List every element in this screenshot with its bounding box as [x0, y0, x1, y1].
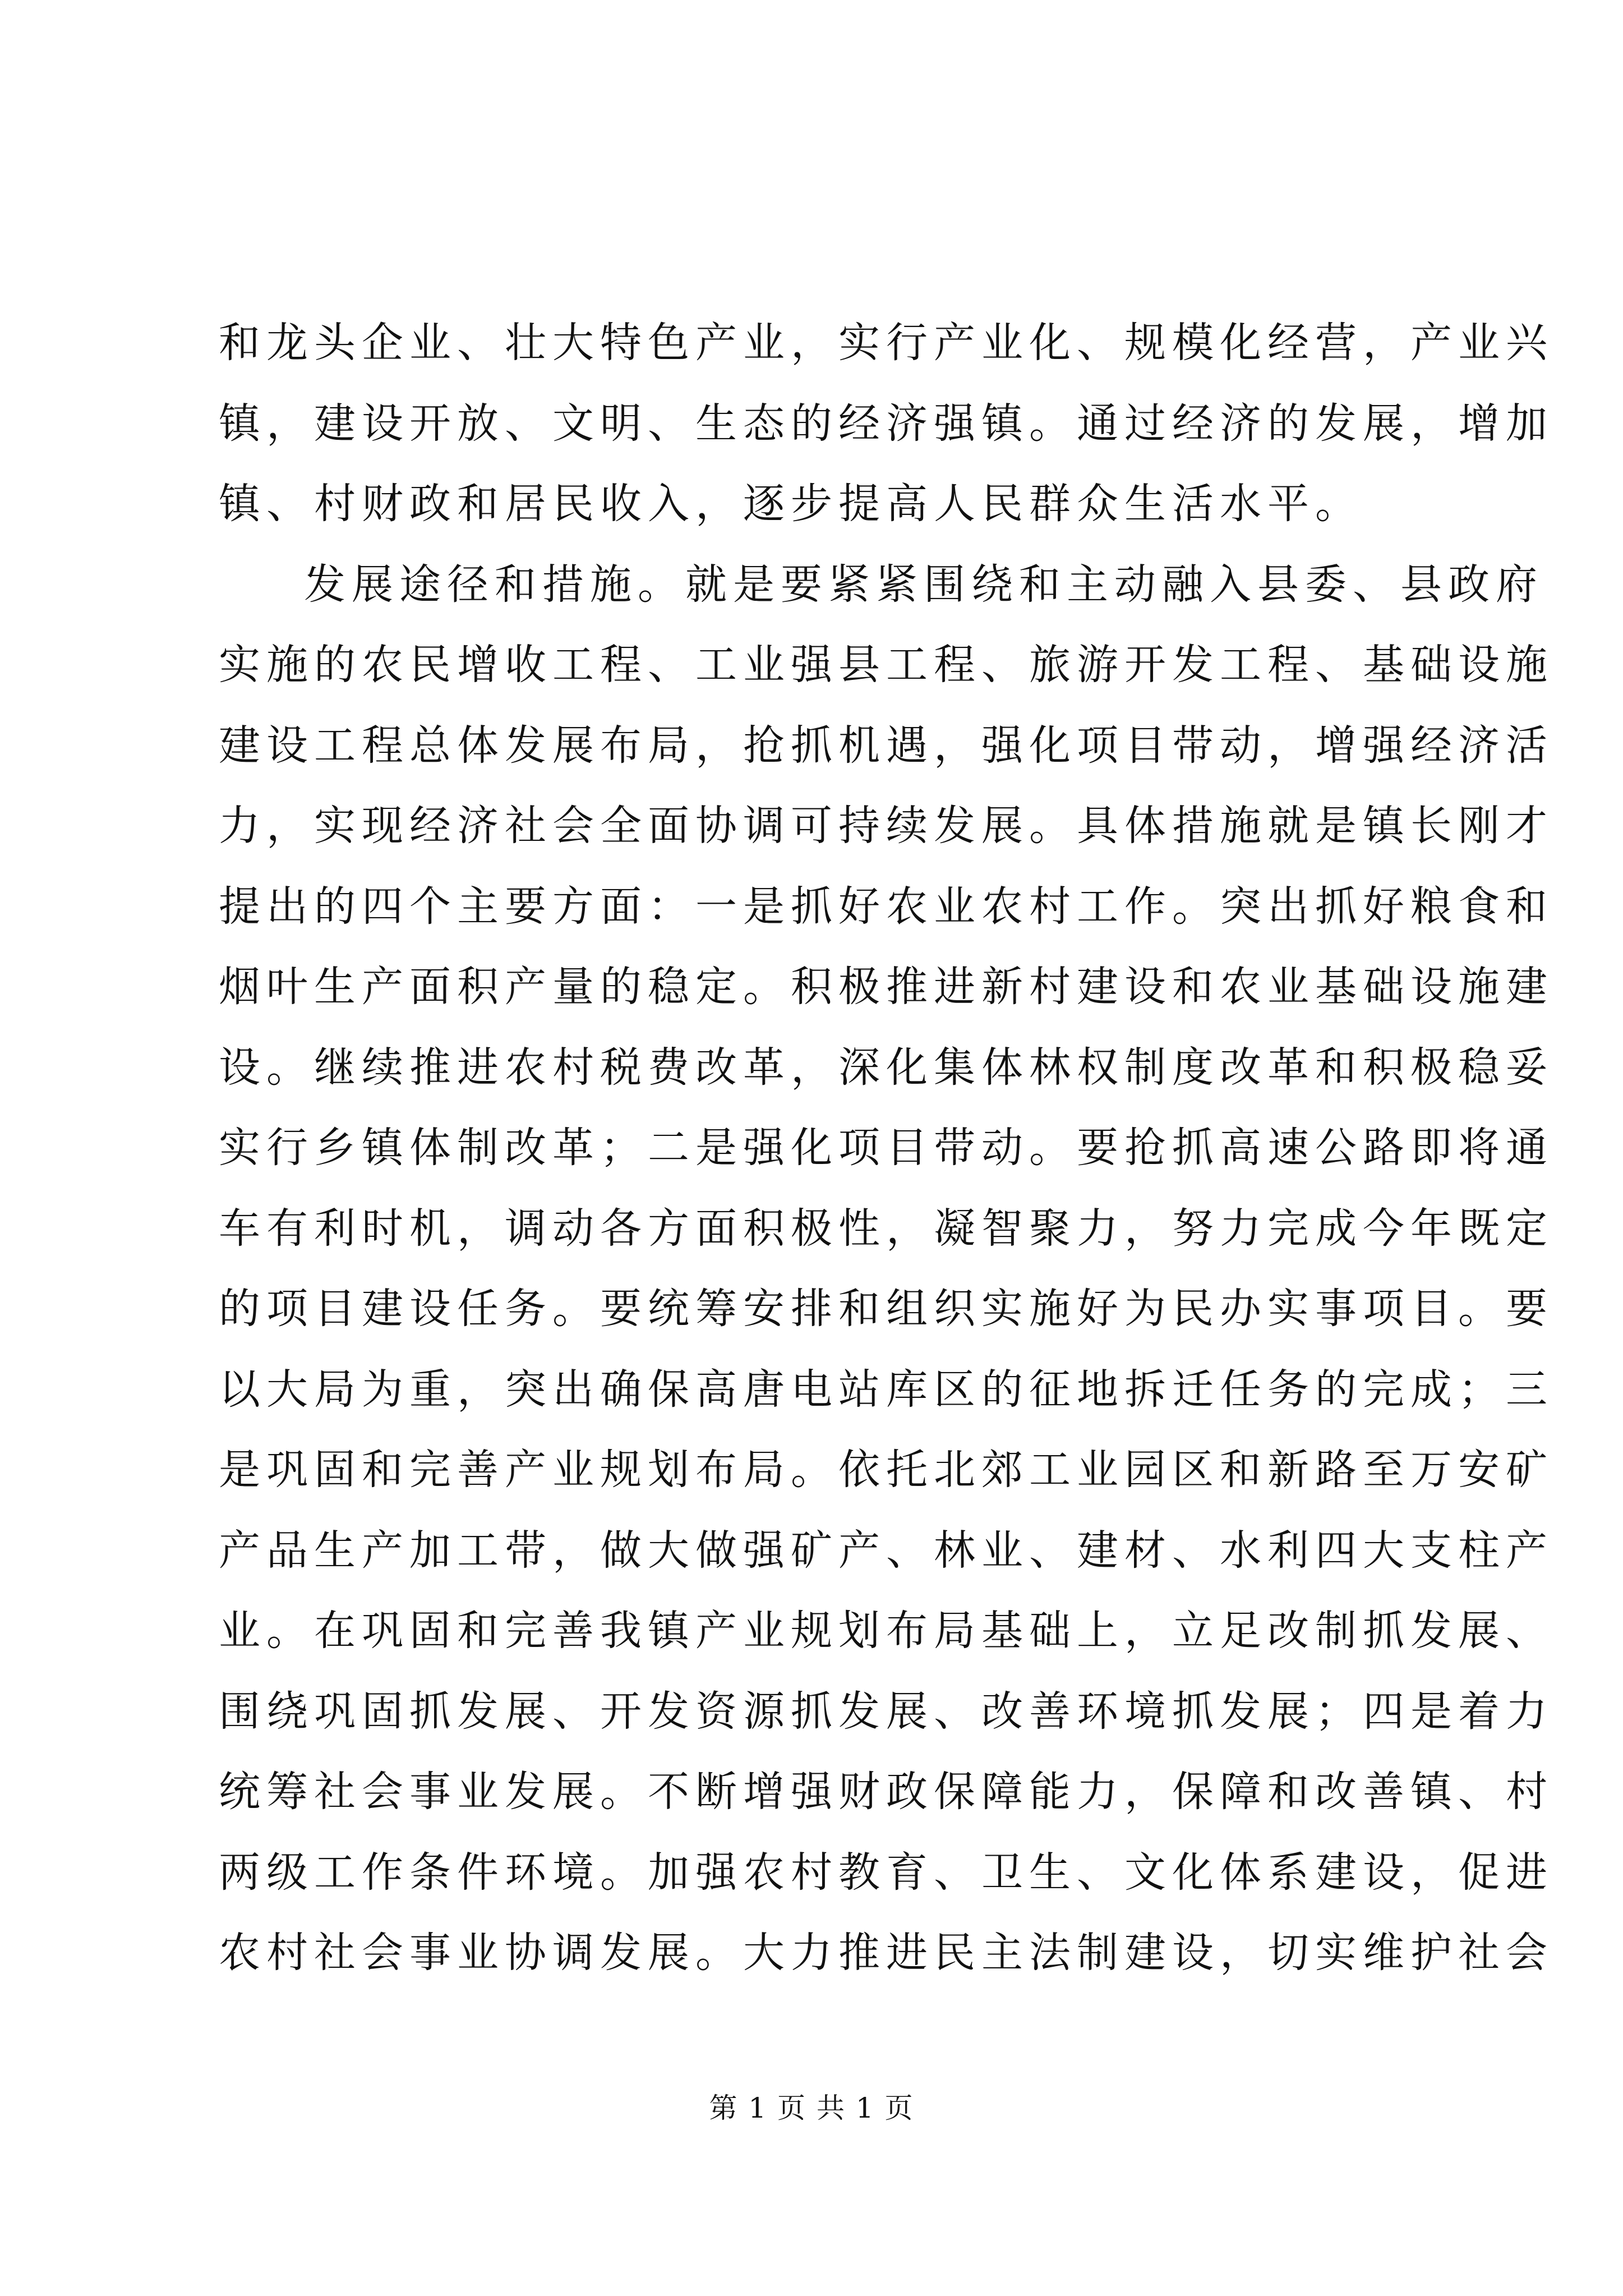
paragraph-line-3: 镇、村财政和居民收入，逐步提高人民群众生活水平。 [219, 480, 1363, 528]
paragraph-line-18: 围绕巩固抓发展、开发资源抓发展、改善环境抓发展；四是着力 [219, 1687, 1553, 1736]
page-number: 第 1 页 共 1 页 [709, 2092, 914, 2124]
paragraph-line-10: 设。继续推进农村税费改革，深化集体林权制度改革和积极稳妥 [219, 1043, 1553, 1092]
paragraph-line-13: 的项目建设任务。要统筹安排和组织实施好为民办实事项目。要 [219, 1285, 1553, 1333]
paragraph-line-5: 实施的农民增收工程、工业强县工程、旅游开发工程、基础设施 [219, 641, 1553, 689]
paragraph-line-16: 产品生产加工带，做大做强矿产、林业、建材、水利四大支柱产 [219, 1526, 1553, 1575]
paragraph-line-14: 以大局为重，突出确保高唐电站库区的征地拆迁任务的完成；三 [219, 1365, 1553, 1414]
paragraph-line-7: 力，实现经济社会全面协调可持续发展。具体措施就是镇长刚才 [219, 802, 1553, 850]
paragraph-line-15: 是巩固和完善产业规划布局。依托北郊工业园区和新路至万安矿 [219, 1446, 1553, 1494]
paragraph-line-21: 农村社会事业协调发展。大力推进民主法制建设，切实维护社会 [219, 1929, 1553, 1977]
paragraph-line-17: 业。在巩固和完善我镇产业规划布局基础上，立足改制抓发展、 [219, 1607, 1553, 1655]
page-footer [0, 2091, 1623, 2125]
paragraph-line-4: 发展途径和措施。就是要紧紧围绕和主动融入县委、县政府 [304, 560, 1543, 609]
paragraph-line-1: 和龙头企业、壮大特色产业，实行产业化、规模化经营，产业兴 [219, 319, 1553, 367]
paragraph-line-8: 提出的四个主要方面：一是抓好农业农村工作。突出抓好粮食和 [219, 882, 1553, 931]
paragraph-line-2: 镇，建设开放、文明、生态的经济强镇。通过经济的发展，增加 [219, 399, 1553, 448]
paragraph-line-6: 建设工程总体发展布局，抢抓机遇，强化项目带动，增强经济活 [219, 721, 1553, 770]
document-body [219, 303, 1553, 1994]
paragraph-line-19: 统筹社会事业发展。不断增强财政保障能力，保障和改善镇、村 [219, 1768, 1553, 1816]
paragraph-line-11: 实行乡镇体制改革；二是强化项目带动。要抢抓高速公路即将通 [219, 1124, 1553, 1172]
paragraph-line-12: 车有利时机，调动各方面积极性，凝智聚力，努力完成今年既定 [219, 1204, 1553, 1253]
paragraph-line-20: 两级工作条件环境。加强农村教育、卫生、文化体系建设，促进 [219, 1848, 1553, 1897]
paragraph-line-9: 烟叶生产面积产量的稳定。积极推进新村建设和农业基础设施建 [219, 963, 1553, 1011]
